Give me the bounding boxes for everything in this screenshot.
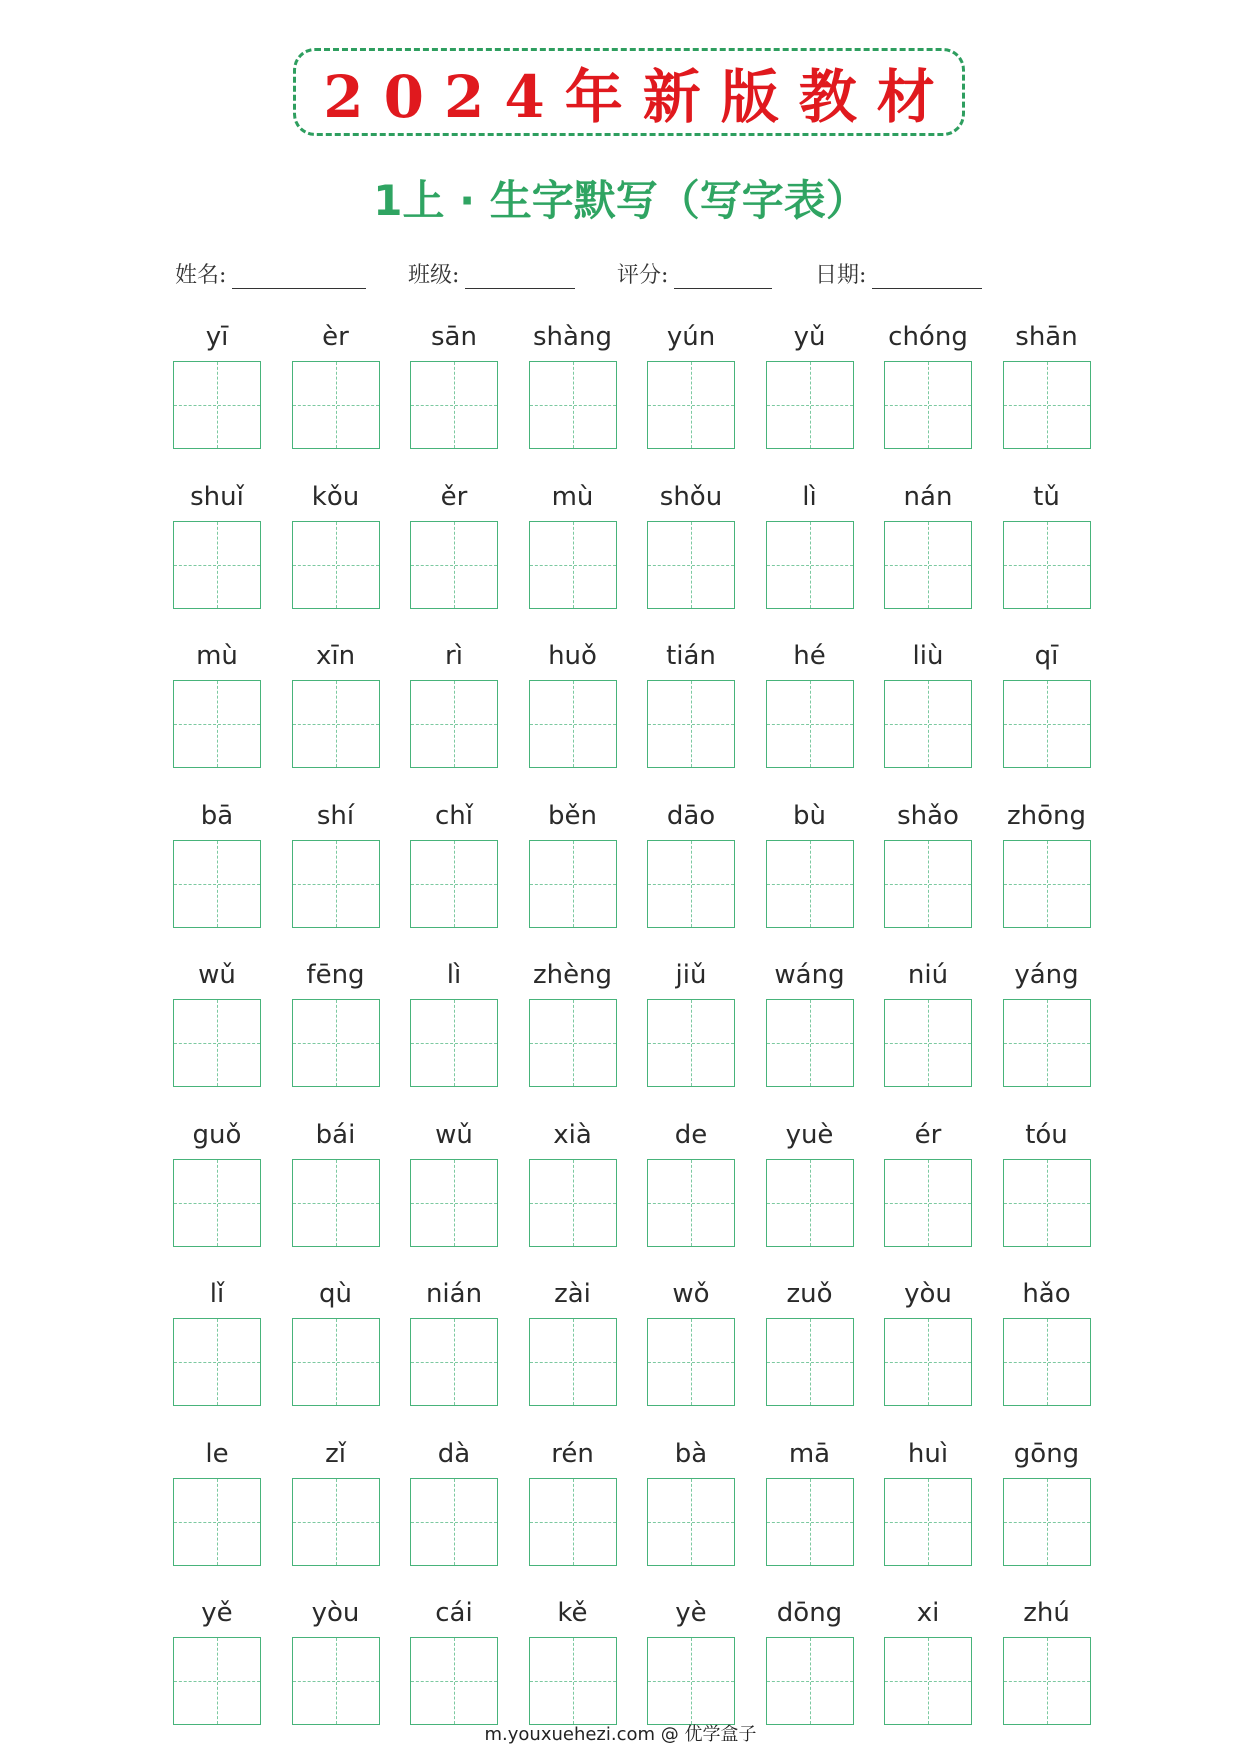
name-label: 姓名: [175,263,227,288]
box-horizontal-guide [1004,884,1090,885]
tianzige-writing-box[interactable] [766,1159,854,1247]
box-horizontal-guide [885,405,971,406]
box-horizontal-guide [648,405,734,406]
box-horizontal-guide [530,1362,616,1363]
tianzige-writing-box[interactable] [647,361,735,449]
pinyin-label: zuǒ [786,1279,833,1309]
tianzige-writing-box[interactable] [884,1159,972,1247]
pinyin-label: mù [196,641,238,671]
tianzige-writing-box[interactable] [292,1637,380,1725]
pinyin-label: wǔ [198,960,236,990]
tianzige-writing-box[interactable] [410,1318,498,1406]
box-horizontal-guide [648,565,734,566]
pinyin-label: tián [666,641,716,671]
pinyin-label: guǒ [192,1119,242,1150]
box-horizontal-guide [885,1203,971,1204]
box-horizontal-guide [1004,1681,1090,1682]
box-horizontal-guide [293,1203,379,1204]
tianzige-writing-box[interactable] [292,361,380,449]
box-horizontal-guide [293,565,379,566]
box-horizontal-guide [411,405,497,406]
pinyin-label: mā [788,1438,831,1469]
box-horizontal-guide [293,724,379,725]
pinyin-label: wǔ [435,1119,473,1150]
box-horizontal-guide [293,1522,379,1523]
score-blank[interactable] [674,264,772,289]
pinyin-label: lǐ [209,1279,225,1309]
pinyin-label: èr [322,322,349,352]
pinyin-label: huì [907,1438,949,1469]
tianzige-writing-box[interactable] [766,1478,854,1566]
pinyin-label: le [205,1438,229,1469]
box-horizontal-guide [293,884,379,885]
box-horizontal-guide [530,1522,616,1523]
pinyin-label: niú [907,960,949,990]
box-horizontal-guide [767,1362,853,1363]
box-horizontal-guide [885,565,971,566]
box-horizontal-guide [885,724,971,725]
box-horizontal-guide [411,1203,497,1204]
pinyin-label: ér [914,1119,942,1150]
pinyin-label: ěr [440,481,468,512]
tianzige-writing-box[interactable] [766,1637,854,1725]
tianzige-writing-box[interactable] [647,999,735,1087]
tianzige-writing-box[interactable] [884,999,972,1087]
score-label: 评分: [617,263,669,288]
box-horizontal-guide [767,405,853,406]
pinyin-label: fēng [306,960,365,990]
box-horizontal-guide [411,884,497,885]
pinyin-label: kě [557,1598,588,1628]
pinyin-label: liù [912,641,944,671]
tianzige-writing-box[interactable] [410,999,498,1087]
tianzige-writing-box[interactable] [1003,1159,1091,1247]
tianzige-writing-box[interactable] [647,840,735,928]
tianzige-writing-box[interactable] [173,1637,261,1725]
tianzige-writing-box[interactable] [173,840,261,928]
tianzige-writing-box[interactable] [766,361,854,449]
box-horizontal-guide [174,405,260,406]
tianzige-writing-box[interactable] [173,1318,261,1406]
tianzige-writing-box[interactable] [529,361,617,449]
box-horizontal-guide [530,405,616,406]
tianzige-writing-box[interactable] [292,1478,380,1566]
box-horizontal-guide [174,1362,260,1363]
tianzige-writing-box[interactable] [1003,680,1091,768]
date-blank[interactable] [872,264,982,289]
box-horizontal-guide [1004,1362,1090,1363]
tianzige-writing-box[interactable] [410,361,498,449]
title-banner [293,48,965,136]
pinyin-label: yòu [311,1598,360,1628]
tianzige-writing-box[interactable] [529,680,617,768]
pinyin-label: shàng [533,322,612,352]
box-horizontal-guide [411,1362,497,1363]
pinyin-label: mù [551,481,594,512]
box-horizontal-guide [648,1043,734,1044]
tianzige-writing-box[interactable] [766,680,854,768]
box-horizontal-guide [411,1043,497,1044]
tianzige-writing-box[interactable] [766,521,854,609]
box-horizontal-guide [1004,1203,1090,1204]
tianzige-writing-box[interactable] [1003,840,1091,928]
pinyin-label: nián [425,1279,483,1309]
box-horizontal-guide [293,1043,379,1044]
pinyin-label: běn [548,800,597,831]
box-horizontal-guide [411,1681,497,1682]
box-horizontal-guide [293,405,379,406]
pinyin-label: huǒ [548,641,597,671]
pinyin-label: zǐ [325,1438,346,1469]
pinyin-label: xi [916,1598,940,1628]
banner-title: 2024年新版教材 [323,63,955,131]
tianzige-writing-box[interactable] [529,521,617,609]
pinyin-label: hé [793,641,826,671]
box-horizontal-guide [885,884,971,885]
tianzige-writing-box[interactable] [647,1637,735,1725]
tianzige-writing-box[interactable] [173,1159,261,1247]
tianzige-writing-box[interactable] [529,1318,617,1406]
box-horizontal-guide [530,1203,616,1204]
tianzige-writing-box[interactable] [292,521,380,609]
box-horizontal-guide [293,1362,379,1363]
box-horizontal-guide [648,724,734,725]
box-horizontal-guide [530,724,616,725]
pinyin-label: bā [200,800,234,831]
tianzige-writing-box[interactable] [410,840,498,928]
pinyin-label: dāo [666,800,716,831]
date-field[interactable] [815,258,982,289]
pinyin-label: wáng [774,960,845,990]
pinyin-label: shí [316,800,355,831]
tianzige-writing-box[interactable] [884,1478,972,1566]
pinyin-label: yè [675,1598,707,1628]
box-horizontal-guide [648,1681,734,1682]
tianzige-writing-box[interactable] [529,1637,617,1725]
tianzige-writing-box[interactable] [1003,361,1091,449]
pinyin-label: chǐ [435,800,473,831]
box-horizontal-guide [648,1522,734,1523]
tianzige-writing-box[interactable] [292,1318,380,1406]
box-horizontal-guide [1004,1043,1090,1044]
box-horizontal-guide [174,1522,260,1523]
pinyin-label: dōng [776,1598,843,1628]
box-horizontal-guide [885,1043,971,1044]
name-field[interactable] [175,258,366,289]
pinyin-label: cái [435,1598,473,1628]
tianzige-writing-box[interactable] [529,840,617,928]
tianzige-writing-box[interactable] [292,999,380,1087]
tianzige-writing-box[interactable] [766,999,854,1087]
pinyin-label: shān [1015,322,1078,352]
tianzige-writing-box[interactable] [884,1637,972,1725]
box-horizontal-guide [767,1043,853,1044]
tianzige-writing-box[interactable] [766,1318,854,1406]
pinyin-label: qī [1034,641,1059,671]
pinyin-label: rén [551,1438,594,1469]
tianzige-writing-box[interactable] [1003,1637,1091,1725]
pinyin-label: sān [431,322,477,352]
tianzige-writing-box[interactable] [410,680,498,768]
pinyin-label: yǔ [793,322,826,352]
pinyin-label: shǒu [659,481,723,512]
tianzige-writing-box[interactable] [884,680,972,768]
tianzige-writing-box[interactable] [1003,1478,1091,1566]
pinyin-label: bù [793,800,826,831]
tianzige-writing-box[interactable] [173,521,261,609]
tianzige-writing-box[interactable] [766,840,854,928]
class-field[interactable] [408,258,575,289]
score-field[interactable] [617,258,772,289]
box-horizontal-guide [174,724,260,725]
box-horizontal-guide [767,1522,853,1523]
class-blank[interactable] [465,264,575,289]
pinyin-label: tǔ [1033,481,1060,512]
pinyin-label: dà [437,1438,471,1469]
box-horizontal-guide [174,884,260,885]
tianzige-writing-box[interactable] [884,361,972,449]
pinyin-label: xīn [315,641,356,671]
box-horizontal-guide [411,724,497,725]
tianzige-writing-box[interactable] [1003,999,1091,1087]
box-horizontal-guide [1004,565,1090,566]
box-horizontal-guide [767,1681,853,1682]
pinyin-label: qù [319,1279,352,1309]
pinyin-label: tóu [1025,1119,1068,1150]
pinyin-label: zhú [1023,1598,1070,1628]
date-label: 日期: [815,263,867,288]
tianzige-writing-box[interactable] [292,680,380,768]
footer-source: m.youxuehezi.com @ 优学盒子 [484,1724,757,1745]
class-label: 班级: [408,263,460,288]
tianzige-writing-box[interactable] [884,840,972,928]
pinyin-label: yáng [1014,960,1079,990]
box-horizontal-guide [767,884,853,885]
tianzige-writing-box[interactable] [292,1159,380,1247]
tianzige-writing-box[interactable] [647,1478,735,1566]
box-horizontal-guide [174,1203,260,1204]
box-horizontal-guide [411,1522,497,1523]
pinyin-label: wǒ [672,1279,710,1309]
tianzige-writing-box[interactable] [410,521,498,609]
pinyin-label: rì [445,641,463,671]
box-horizontal-guide [174,565,260,566]
box-horizontal-guide [767,565,853,566]
tianzige-writing-box[interactable] [292,840,380,928]
tianzige-writing-box[interactable] [173,999,261,1087]
box-horizontal-guide [411,565,497,566]
box-horizontal-guide [648,1362,734,1363]
pinyin-label: yuè [785,1119,834,1150]
box-horizontal-guide [885,1522,971,1523]
tianzige-writing-box[interactable] [529,999,617,1087]
tianzige-writing-box[interactable] [173,1478,261,1566]
box-horizontal-guide [885,1681,971,1682]
pinyin-label: shǎo [897,800,959,831]
tianzige-writing-box[interactable] [884,1318,972,1406]
tianzige-writing-box[interactable] [410,1159,498,1247]
pinyin-label: chóng [888,322,968,352]
pinyin-label: lì [446,960,462,990]
pinyin-label: nán [903,481,953,512]
box-horizontal-guide [1004,1522,1090,1523]
tianzige-writing-box[interactable] [647,1318,735,1406]
pinyin-label: yún [666,322,716,352]
box-horizontal-guide [767,724,853,725]
pinyin-label: kǒu [311,481,360,512]
page-subtitle: 1上 · 生字默写（写字表） [373,176,868,225]
tianzige-writing-box[interactable] [410,1478,498,1566]
box-horizontal-guide [648,884,734,885]
name-blank[interactable] [232,264,366,289]
pinyin-label: bái [315,1119,356,1150]
box-horizontal-guide [293,1681,379,1682]
box-horizontal-guide [530,884,616,885]
tianzige-writing-box[interactable] [1003,1318,1091,1406]
box-horizontal-guide [174,1681,260,1682]
pinyin-label: xià [553,1119,592,1150]
pinyin-label: jiǔ [675,960,707,990]
box-horizontal-guide [530,1043,616,1044]
box-horizontal-guide [1004,405,1090,406]
pinyin-label: yī [205,322,229,352]
pinyin-label: zài [554,1279,591,1309]
pinyin-label: zhèng [532,960,613,990]
tianzige-writing-box[interactable] [529,1159,617,1247]
pinyin-label: shuǐ [190,481,244,512]
tianzige-writing-box[interactable] [529,1478,617,1566]
pinyin-label: gōng [1013,1438,1080,1469]
box-horizontal-guide [885,1362,971,1363]
pinyin-label: yòu [904,1279,952,1309]
box-horizontal-guide [767,1203,853,1204]
tianzige-writing-box[interactable] [173,361,261,449]
tianzige-writing-box[interactable] [647,680,735,768]
pinyin-label: lì [802,481,817,512]
tianzige-writing-box[interactable] [173,680,261,768]
box-horizontal-guide [530,565,616,566]
tianzige-writing-box[interactable] [884,521,972,609]
tianzige-writing-box[interactable] [410,1637,498,1725]
box-horizontal-guide [1004,724,1090,725]
pinyin-label: yě [201,1598,233,1628]
box-horizontal-guide [530,1681,616,1682]
box-horizontal-guide [648,1203,734,1204]
tianzige-writing-box[interactable] [1003,521,1091,609]
tianzige-writing-box[interactable] [647,521,735,609]
pinyin-label: hǎo [1022,1279,1071,1309]
pinyin-label: zhōng [1006,800,1086,831]
tianzige-writing-box[interactable] [647,1159,735,1247]
box-horizontal-guide [174,1043,260,1044]
pinyin-label: de [674,1119,708,1150]
pinyin-label: bà [674,1438,708,1469]
